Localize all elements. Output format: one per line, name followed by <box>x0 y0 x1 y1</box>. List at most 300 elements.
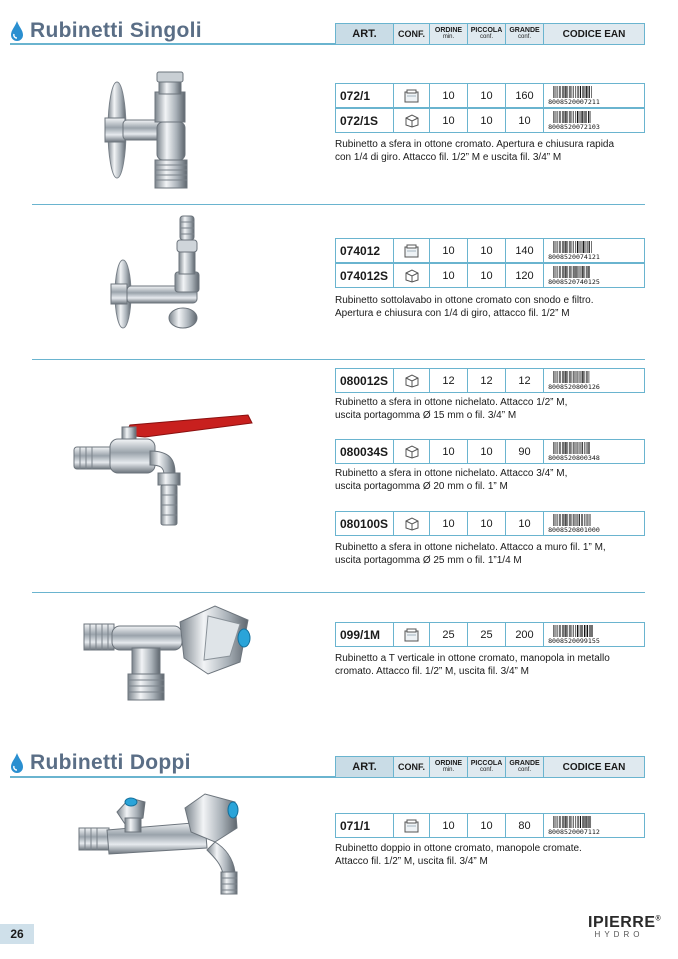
barcode-bar <box>560 514 561 526</box>
ordine-min: 10 <box>430 109 468 132</box>
barcode-bar <box>575 625 576 637</box>
barcode-bar <box>568 514 569 526</box>
barcode-bar <box>580 241 581 253</box>
barcode-bar <box>589 514 590 526</box>
barcode-bar <box>577 86 578 98</box>
barcode-bar <box>570 514 571 526</box>
barcode-bar <box>568 266 569 278</box>
barcode-bar <box>573 86 574 98</box>
barcode-bar <box>560 816 561 828</box>
barcode-bar <box>566 816 567 828</box>
barcode-bar <box>579 241 580 253</box>
barcode-bar <box>560 111 561 123</box>
barcode-bar <box>582 816 583 828</box>
page-number: 26 <box>0 924 34 944</box>
barcode-bar <box>559 514 560 526</box>
barcode-bar <box>575 816 576 828</box>
barcode-bar <box>590 514 591 526</box>
grande-conf: 12 <box>506 369 544 392</box>
barcode-bar <box>576 514 577 526</box>
barcode <box>544 239 644 262</box>
barcode-bar <box>577 816 578 828</box>
barcode-bar <box>569 241 570 253</box>
barcode-bar <box>568 816 569 828</box>
barcode-bar <box>579 266 580 278</box>
barcode-bar <box>566 86 567 98</box>
barcode-graphic <box>547 241 641 260</box>
barcode-bar <box>588 111 589 123</box>
barcode-graphic <box>547 86 641 105</box>
barcode-digits: 8008520099155 <box>548 637 600 644</box>
barcode-bar <box>555 371 556 383</box>
barcode-bar <box>587 625 588 637</box>
header-grande: GRANDE conf. <box>506 24 544 44</box>
barcode-bar <box>559 241 560 253</box>
barcode-bar <box>580 86 581 98</box>
product-code: 072/1S <box>336 109 394 132</box>
barcode-bar <box>563 625 564 637</box>
barcode-bar <box>586 86 587 98</box>
blister-icon <box>394 369 430 392</box>
table-row <box>335 108 645 133</box>
section-title-singoli <box>10 16 202 46</box>
barcode-bar <box>558 86 559 98</box>
barcode-graphic <box>547 816 641 835</box>
barcode-bar <box>560 86 561 98</box>
barcode-bar <box>555 514 556 526</box>
table-header <box>335 756 645 778</box>
barcode-bar <box>566 266 567 278</box>
barcode-bar <box>558 266 559 278</box>
barcode <box>544 440 644 463</box>
product-image-099-1m <box>80 600 270 712</box>
barcode-bar <box>563 816 564 828</box>
barcode-bar <box>569 371 570 383</box>
barcode-bar <box>585 111 586 123</box>
product-description: Rubinetto a sfera in ottone nichelato. Attacco a muro fil. 1” M, uscita portagomma Ø 25 mm o fil. 1”1/4 M <box>335 542 606 566</box>
barcode-bar <box>570 86 571 98</box>
barcode-graphic <box>547 442 641 461</box>
barcode-bar <box>568 111 569 123</box>
barcode <box>544 814 644 837</box>
water-drop-icon <box>10 20 24 42</box>
barcode-bar <box>586 625 587 637</box>
header-grande: GRANDE conf. <box>506 757 544 777</box>
barcode-bar <box>588 442 589 454</box>
blister-icon <box>394 109 430 132</box>
barcode-bar <box>565 816 566 828</box>
barcode-bar <box>565 111 566 123</box>
ordine-min: 10 <box>430 512 468 535</box>
barcode-bar <box>556 816 557 828</box>
barcode-bar <box>572 111 573 123</box>
barcode-bar <box>570 241 571 253</box>
ordine-min: 10 <box>430 440 468 463</box>
barcode-bar <box>577 241 578 253</box>
barcode-bar <box>573 266 574 278</box>
barcode-bar <box>563 241 564 253</box>
barcode-bar <box>556 625 557 637</box>
barcode-bar <box>568 625 569 637</box>
barcode-bar <box>558 442 559 454</box>
ordine-min: 10 <box>430 84 468 107</box>
barcode-bar <box>563 442 564 454</box>
barcode-bar <box>587 442 588 454</box>
product-image-080 <box>70 395 260 535</box>
product-code: 099/1M <box>336 623 394 646</box>
barcode-bar <box>591 86 592 98</box>
barcode-bar <box>589 86 590 98</box>
barcode-bar <box>560 625 561 637</box>
barcode-bar <box>580 371 581 383</box>
header-ean: CODICE EAN <box>544 757 644 777</box>
barcode-bar <box>563 111 564 123</box>
barcode-bar <box>555 816 556 828</box>
piccola-conf: 12 <box>468 369 506 392</box>
barcode-bar <box>558 241 559 253</box>
barcode-bar <box>580 111 581 123</box>
barcode-bar <box>572 442 573 454</box>
barcode-bar <box>558 816 559 828</box>
table-row <box>335 439 645 464</box>
barcode-bar <box>573 111 574 123</box>
barcode-bar <box>562 816 563 828</box>
barcode-digits: 8008520800126 <box>548 383 600 390</box>
box-icon <box>394 84 430 107</box>
table-row <box>335 622 645 647</box>
barcode-bar <box>575 86 576 98</box>
barcode-bar <box>556 371 557 383</box>
barcode-bar <box>570 266 571 278</box>
product-image-074012 <box>105 212 225 337</box>
barcode-bar <box>553 111 554 123</box>
barcode-bar <box>563 514 564 526</box>
barcode-bar <box>566 625 567 637</box>
barcode-bar <box>582 625 583 637</box>
barcode-bar <box>570 371 571 383</box>
barcode-bar <box>584 514 585 526</box>
barcode-digits: 8008520074121 <box>548 253 600 260</box>
barcode-bar <box>553 371 554 383</box>
section-divider <box>32 204 645 205</box>
barcode-bar <box>592 625 593 637</box>
barcode-bar <box>553 86 554 98</box>
barcode-bar <box>568 371 569 383</box>
barcode-bar <box>569 442 570 454</box>
barcode-bar <box>565 625 566 637</box>
barcode-bar <box>575 371 576 383</box>
barcode-bar <box>565 514 566 526</box>
header-art: ART. <box>336 24 394 44</box>
barcode-bar <box>556 266 557 278</box>
barcode-bar <box>560 371 561 383</box>
grande-conf: 10 <box>506 109 544 132</box>
barcode-bar <box>566 111 567 123</box>
header-art: ART. <box>336 757 394 777</box>
barcode-bar <box>588 816 589 828</box>
barcode-bar <box>563 266 564 278</box>
barcode-bar <box>579 371 580 383</box>
piccola-conf: 10 <box>468 84 506 107</box>
barcode <box>544 369 644 392</box>
barcode-bar <box>556 86 557 98</box>
barcode-bar <box>573 514 574 526</box>
blister-icon <box>394 264 430 287</box>
product-code: 072/1 <box>336 84 394 107</box>
barcode-bar <box>560 241 561 253</box>
barcode-bar <box>566 514 567 526</box>
barcode-bar <box>589 442 590 454</box>
barcode-graphic <box>547 625 641 644</box>
box-icon <box>394 814 430 837</box>
barcode-bar <box>569 111 570 123</box>
title-rule <box>10 43 335 45</box>
barcode-bar <box>586 266 587 278</box>
barcode-bar <box>582 241 583 253</box>
barcode-bar <box>559 371 560 383</box>
barcode-graphic <box>547 266 641 285</box>
barcode-bar <box>578 816 579 828</box>
table-row <box>335 368 645 393</box>
barcode-bar <box>587 266 588 278</box>
barcode-bar <box>558 625 559 637</box>
barcode-bar <box>576 371 577 383</box>
product-code: 080012S <box>336 369 394 392</box>
product-description: Rubinetto a sfera in ottone nichelato. Attacco 3/4” M, uscita portagomma Ø 20 mm o fil. 1” M <box>335 468 568 492</box>
barcode-bar <box>565 86 566 98</box>
product-description: Rubinetto a sfera in ottone cromato. Apertura e chiusura rapida con 1/4 di giro. Attacco fil. 1/2” M e uscita fil. 3/4” M <box>335 139 615 163</box>
barcode-bar <box>573 371 574 383</box>
header-ordine: ORDINE min. <box>430 757 468 777</box>
barcode-bar <box>553 241 554 253</box>
product-code: 074012 <box>336 239 394 262</box>
product-image-072-1 <box>95 70 225 195</box>
barcode-bar <box>579 442 580 454</box>
barcode-bar <box>572 241 573 253</box>
barcode <box>544 84 644 107</box>
barcode-bar <box>570 442 571 454</box>
barcode-bar <box>586 111 587 123</box>
table-row <box>335 83 645 108</box>
barcode-bar <box>577 111 578 123</box>
grande-conf: 120 <box>506 264 544 287</box>
barcode-bar <box>562 111 563 123</box>
piccola-conf: 10 <box>468 814 506 837</box>
section-divider <box>32 592 645 593</box>
barcode-bar <box>572 266 573 278</box>
header-conf: CONF. <box>394 24 430 44</box>
barcode <box>544 512 644 535</box>
barcode-bar <box>585 266 586 278</box>
ordine-min: 10 <box>430 814 468 837</box>
barcode-bar <box>585 241 586 253</box>
barcode-bar <box>569 625 570 637</box>
barcode-bar <box>581 514 582 526</box>
barcode-bar <box>570 111 571 123</box>
barcode-digits: 8008520072103 <box>548 123 600 130</box>
barcode-bar <box>565 371 566 383</box>
ordine-min: 12 <box>430 369 468 392</box>
barcode-bar <box>584 111 585 123</box>
barcode-bar <box>566 442 567 454</box>
barcode-bar <box>576 266 577 278</box>
barcode-bar <box>563 371 564 383</box>
barcode-digits: 8008520740125 <box>548 278 600 285</box>
box-icon <box>394 239 430 262</box>
barcode-bar <box>556 241 557 253</box>
barcode-bar <box>568 241 569 253</box>
barcode-bar <box>587 514 588 526</box>
barcode-bar <box>590 111 591 123</box>
table-header <box>335 23 645 45</box>
barcode-bar <box>572 371 573 383</box>
barcode-bar <box>559 625 560 637</box>
barcode-bar <box>581 111 582 123</box>
barcode-bar <box>583 266 584 278</box>
barcode-bar <box>585 816 586 828</box>
section-divider <box>32 359 645 360</box>
water-drop-icon <box>10 752 24 774</box>
piccola-conf: 10 <box>468 440 506 463</box>
grande-conf: 80 <box>506 814 544 837</box>
table-row <box>335 813 645 838</box>
barcode-bar <box>589 816 590 828</box>
barcode <box>544 264 644 287</box>
grande-conf: 10 <box>506 512 544 535</box>
barcode-bar <box>562 442 563 454</box>
barcode-bar <box>587 371 588 383</box>
barcode-digits: 8008520007112 <box>548 828 600 835</box>
product-code: 071/1 <box>336 814 394 837</box>
barcode-bar <box>563 86 564 98</box>
barcode-bar <box>586 241 587 253</box>
blister-icon <box>394 440 430 463</box>
barcode-bar <box>589 371 590 383</box>
blister-icon <box>394 512 430 535</box>
barcode-bar <box>556 111 557 123</box>
barcode-bar <box>584 442 585 454</box>
table-row <box>335 263 645 288</box>
barcode-graphic <box>547 111 641 130</box>
barcode-bar <box>566 241 567 253</box>
barcode-bar <box>555 111 556 123</box>
barcode-bar <box>578 86 579 98</box>
barcode-bar <box>572 86 573 98</box>
barcode-bar <box>556 514 557 526</box>
barcode <box>544 109 644 132</box>
barcode-bar <box>568 86 569 98</box>
product-description: Rubinetto doppio in ottone cromato, manopole cromate. Attacco fil. 1/2” M, uscita fil. 3/4” M <box>335 843 582 867</box>
barcode-bar <box>582 111 583 123</box>
barcode-digits: 8008520801000 <box>548 526 600 533</box>
barcode-bar <box>572 625 573 637</box>
barcode-bar <box>580 816 581 828</box>
barcode-bar <box>569 86 570 98</box>
product-description: Rubinetto a sfera in ottone nichelato. Attacco 1/2” M, uscita portagomma Ø 15 mm o fil. 3/4” M <box>335 397 568 421</box>
barcode-bar <box>583 86 584 98</box>
barcode-bar <box>562 266 563 278</box>
grande-conf: 140 <box>506 239 544 262</box>
barcode-digits: 8008520007211 <box>548 98 600 105</box>
barcode-bar <box>568 442 569 454</box>
barcode-bar <box>559 266 560 278</box>
barcode-bar <box>582 371 583 383</box>
barcode-bar <box>559 442 560 454</box>
barcode-bar <box>589 241 590 253</box>
barcode-bar <box>589 625 590 637</box>
barcode-bar <box>556 442 557 454</box>
barcode-bar <box>558 111 559 123</box>
title-rule <box>10 776 335 778</box>
barcode-bar <box>562 514 563 526</box>
barcode-bar <box>562 241 563 253</box>
barcode-bar <box>583 241 584 253</box>
section-title-text: Rubinetti Singoli <box>30 19 202 42</box>
header-ordine: ORDINE min. <box>430 24 468 44</box>
barcode-bar <box>559 111 560 123</box>
barcode-bar <box>565 442 566 454</box>
barcode-bar <box>555 241 556 253</box>
barcode-bar <box>562 625 563 637</box>
barcode-bar <box>555 625 556 637</box>
piccola-conf: 10 <box>468 512 506 535</box>
barcode-bar <box>566 371 567 383</box>
barcode-bar <box>586 816 587 828</box>
barcode-bar <box>569 514 570 526</box>
barcode-bar <box>553 514 554 526</box>
barcode-bar <box>569 816 570 828</box>
barcode-bar <box>587 86 588 98</box>
product-description: Rubinetto a T verticale in ottone cromato, manopola in metallo cromato. Attacco fil. 1/2” M, uscita fil. 3/4” M <box>335 653 610 677</box>
barcode-bar <box>587 241 588 253</box>
barcode-bar <box>560 266 561 278</box>
grande-conf: 90 <box>506 440 544 463</box>
piccola-conf: 10 <box>468 109 506 132</box>
header-conf: CONF. <box>394 757 430 777</box>
barcode-bar <box>580 266 581 278</box>
barcode-bar <box>558 514 559 526</box>
barcode-bar <box>582 514 583 526</box>
barcode-bar <box>583 816 584 828</box>
barcode-bar <box>565 241 566 253</box>
piccola-conf: 10 <box>468 264 506 287</box>
ordine-min: 10 <box>430 264 468 287</box>
barcode-bar <box>555 86 556 98</box>
barcode-bar <box>577 625 578 637</box>
barcode-bar <box>582 442 583 454</box>
barcode-bar <box>562 86 563 98</box>
barcode-bar <box>579 514 580 526</box>
header-piccola: PICCOLA conf. <box>468 757 506 777</box>
barcode-bar <box>553 816 554 828</box>
product-description: Rubinetto sottolavabo in ottone cromato con snodo e filtro. Apertura e chiusura con 1/4 di giro, attacco fil. 1/2” M <box>335 295 594 319</box>
table-row <box>335 511 645 536</box>
barcode-bar <box>553 442 554 454</box>
barcode-bar <box>575 442 576 454</box>
barcode-bar <box>575 514 576 526</box>
header-ean: CODICE EAN <box>544 24 644 44</box>
product-code: 080034S <box>336 440 394 463</box>
barcode-bar <box>585 371 586 383</box>
barcode-bar <box>582 266 583 278</box>
barcode-bar <box>555 442 556 454</box>
barcode-bar <box>582 86 583 98</box>
barcode-bar <box>553 625 554 637</box>
barcode-digits: 8008520800348 <box>548 454 600 461</box>
barcode-bar <box>579 111 580 123</box>
barcode-bar <box>560 442 561 454</box>
barcode-bar <box>573 442 574 454</box>
